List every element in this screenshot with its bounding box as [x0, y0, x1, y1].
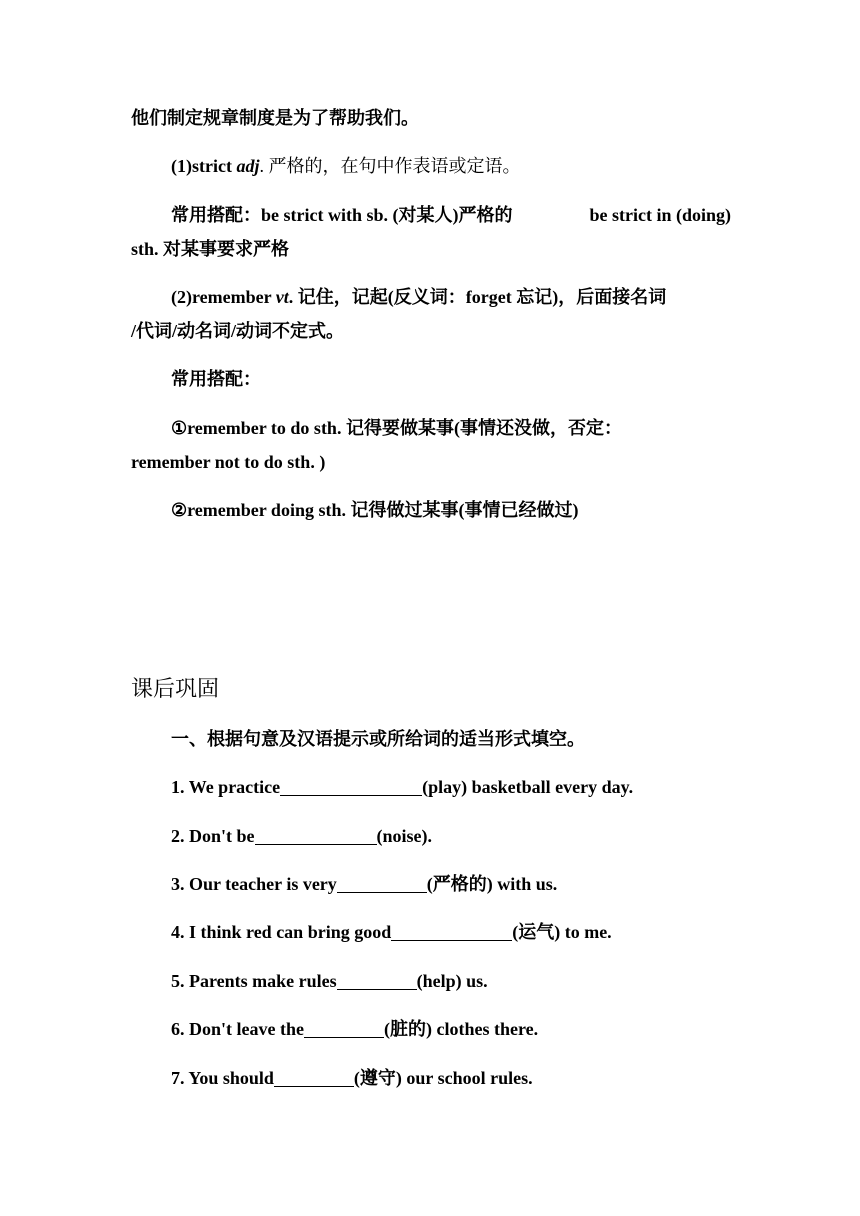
note-strict-collocation-line1 [171, 198, 731, 232]
section-title: 课后巩固 [131, 676, 220, 701]
answer-blank[interactable] [304, 1017, 384, 1038]
note-remember-def-line2: /代词/动名词/动词不定式。 [131, 321, 345, 341]
exercise-item-number: 2. [171, 826, 185, 846]
exercise-item-text-before: Don't leave the [189, 1019, 304, 1039]
note-strict-number: (1)strict [171, 156, 237, 176]
note-strict-pos: adj [236, 156, 260, 176]
exercise-item [171, 1061, 731, 1095]
exercise-item-number: 7. [171, 1068, 185, 1088]
answer-blank[interactable] [274, 1066, 354, 1087]
answer-blank[interactable] [391, 920, 512, 941]
note-strict-def: . 严格的，在句中作表语或定语。 [259, 156, 521, 176]
exercise-item-text-before: Don't be [189, 826, 255, 846]
exercise-item-text-before: You should [188, 1068, 274, 1088]
exercise-item [171, 915, 731, 949]
exercise-item-text-before: Our teacher is very [189, 874, 337, 894]
answer-blank[interactable] [255, 824, 377, 845]
exercise-item [171, 770, 731, 804]
answer-blank[interactable] [337, 872, 427, 893]
note-remember-usage2: ②remember doing sth. 记得做过某事(事情已经做过) [171, 500, 579, 520]
exercise-item [171, 867, 731, 901]
exercise-item-text-before: We practice [188, 777, 281, 797]
note-strict-definition [171, 149, 731, 183]
exercise-item-number: 3. [171, 874, 185, 894]
exercise-item-text-after: (脏的) clothes there. [383, 1019, 539, 1039]
exercise-item-text-after: (noise). [376, 826, 433, 846]
answer-blank[interactable] [280, 775, 422, 796]
note-remember-pos: vt [275, 287, 289, 307]
exercise-item-text-after: (严格的) with us. [426, 874, 558, 894]
exercise-item-text-before: Parents make rules [189, 971, 337, 991]
exercise-item-text-before: I think red can bring good [189, 922, 392, 942]
exercise-item-number: 5. [171, 971, 185, 991]
exercise-item [171, 964, 731, 998]
note-remember-def-line1: . 记住，记起(反义词：forget 忘记)，后面接名词 [288, 287, 667, 307]
exercise-item-number: 4. [171, 922, 185, 942]
exercise-item-number: 1. [171, 777, 185, 797]
note-remember-number: (2)remember [171, 287, 276, 307]
note-remember-usage1-line1: ①remember to do sth. 记得要做某事(事情还没做，否定： [171, 418, 622, 438]
note-remember-collocation-label: 常用搭配： [171, 369, 261, 389]
exercise-item [171, 1012, 731, 1046]
note-remember-definition [171, 280, 731, 314]
exercise-item-text-after: (help) us. [416, 971, 488, 991]
exercise-item-text-after: (play) basketball every day. [422, 777, 634, 797]
note-strict-collocation-b: be strict in (doing) [589, 205, 731, 225]
exercise-part-title: 一、根据句意及汉语提示或所给词的适当形式填空。 [171, 729, 585, 749]
intro-sentence: 他们制定规章制度是为了帮助我们。 [131, 108, 419, 128]
exercise-item-text-after: (遵守) our school rules. [353, 1068, 533, 1088]
note-strict-collocation-line2: sth. 对某事要求严格 [131, 239, 290, 259]
answer-blank[interactable] [337, 969, 417, 990]
note-remember-usage1-line2: remember not to do sth. ) [131, 452, 326, 472]
exercise-item-text-after: (运气) to me. [512, 922, 612, 942]
note-strict-collocation-a: 常用搭配：be strict with sb. (对某人)严格的 [171, 205, 513, 225]
exercise-item [171, 819, 731, 853]
exercise-item-number: 6. [171, 1019, 185, 1039]
